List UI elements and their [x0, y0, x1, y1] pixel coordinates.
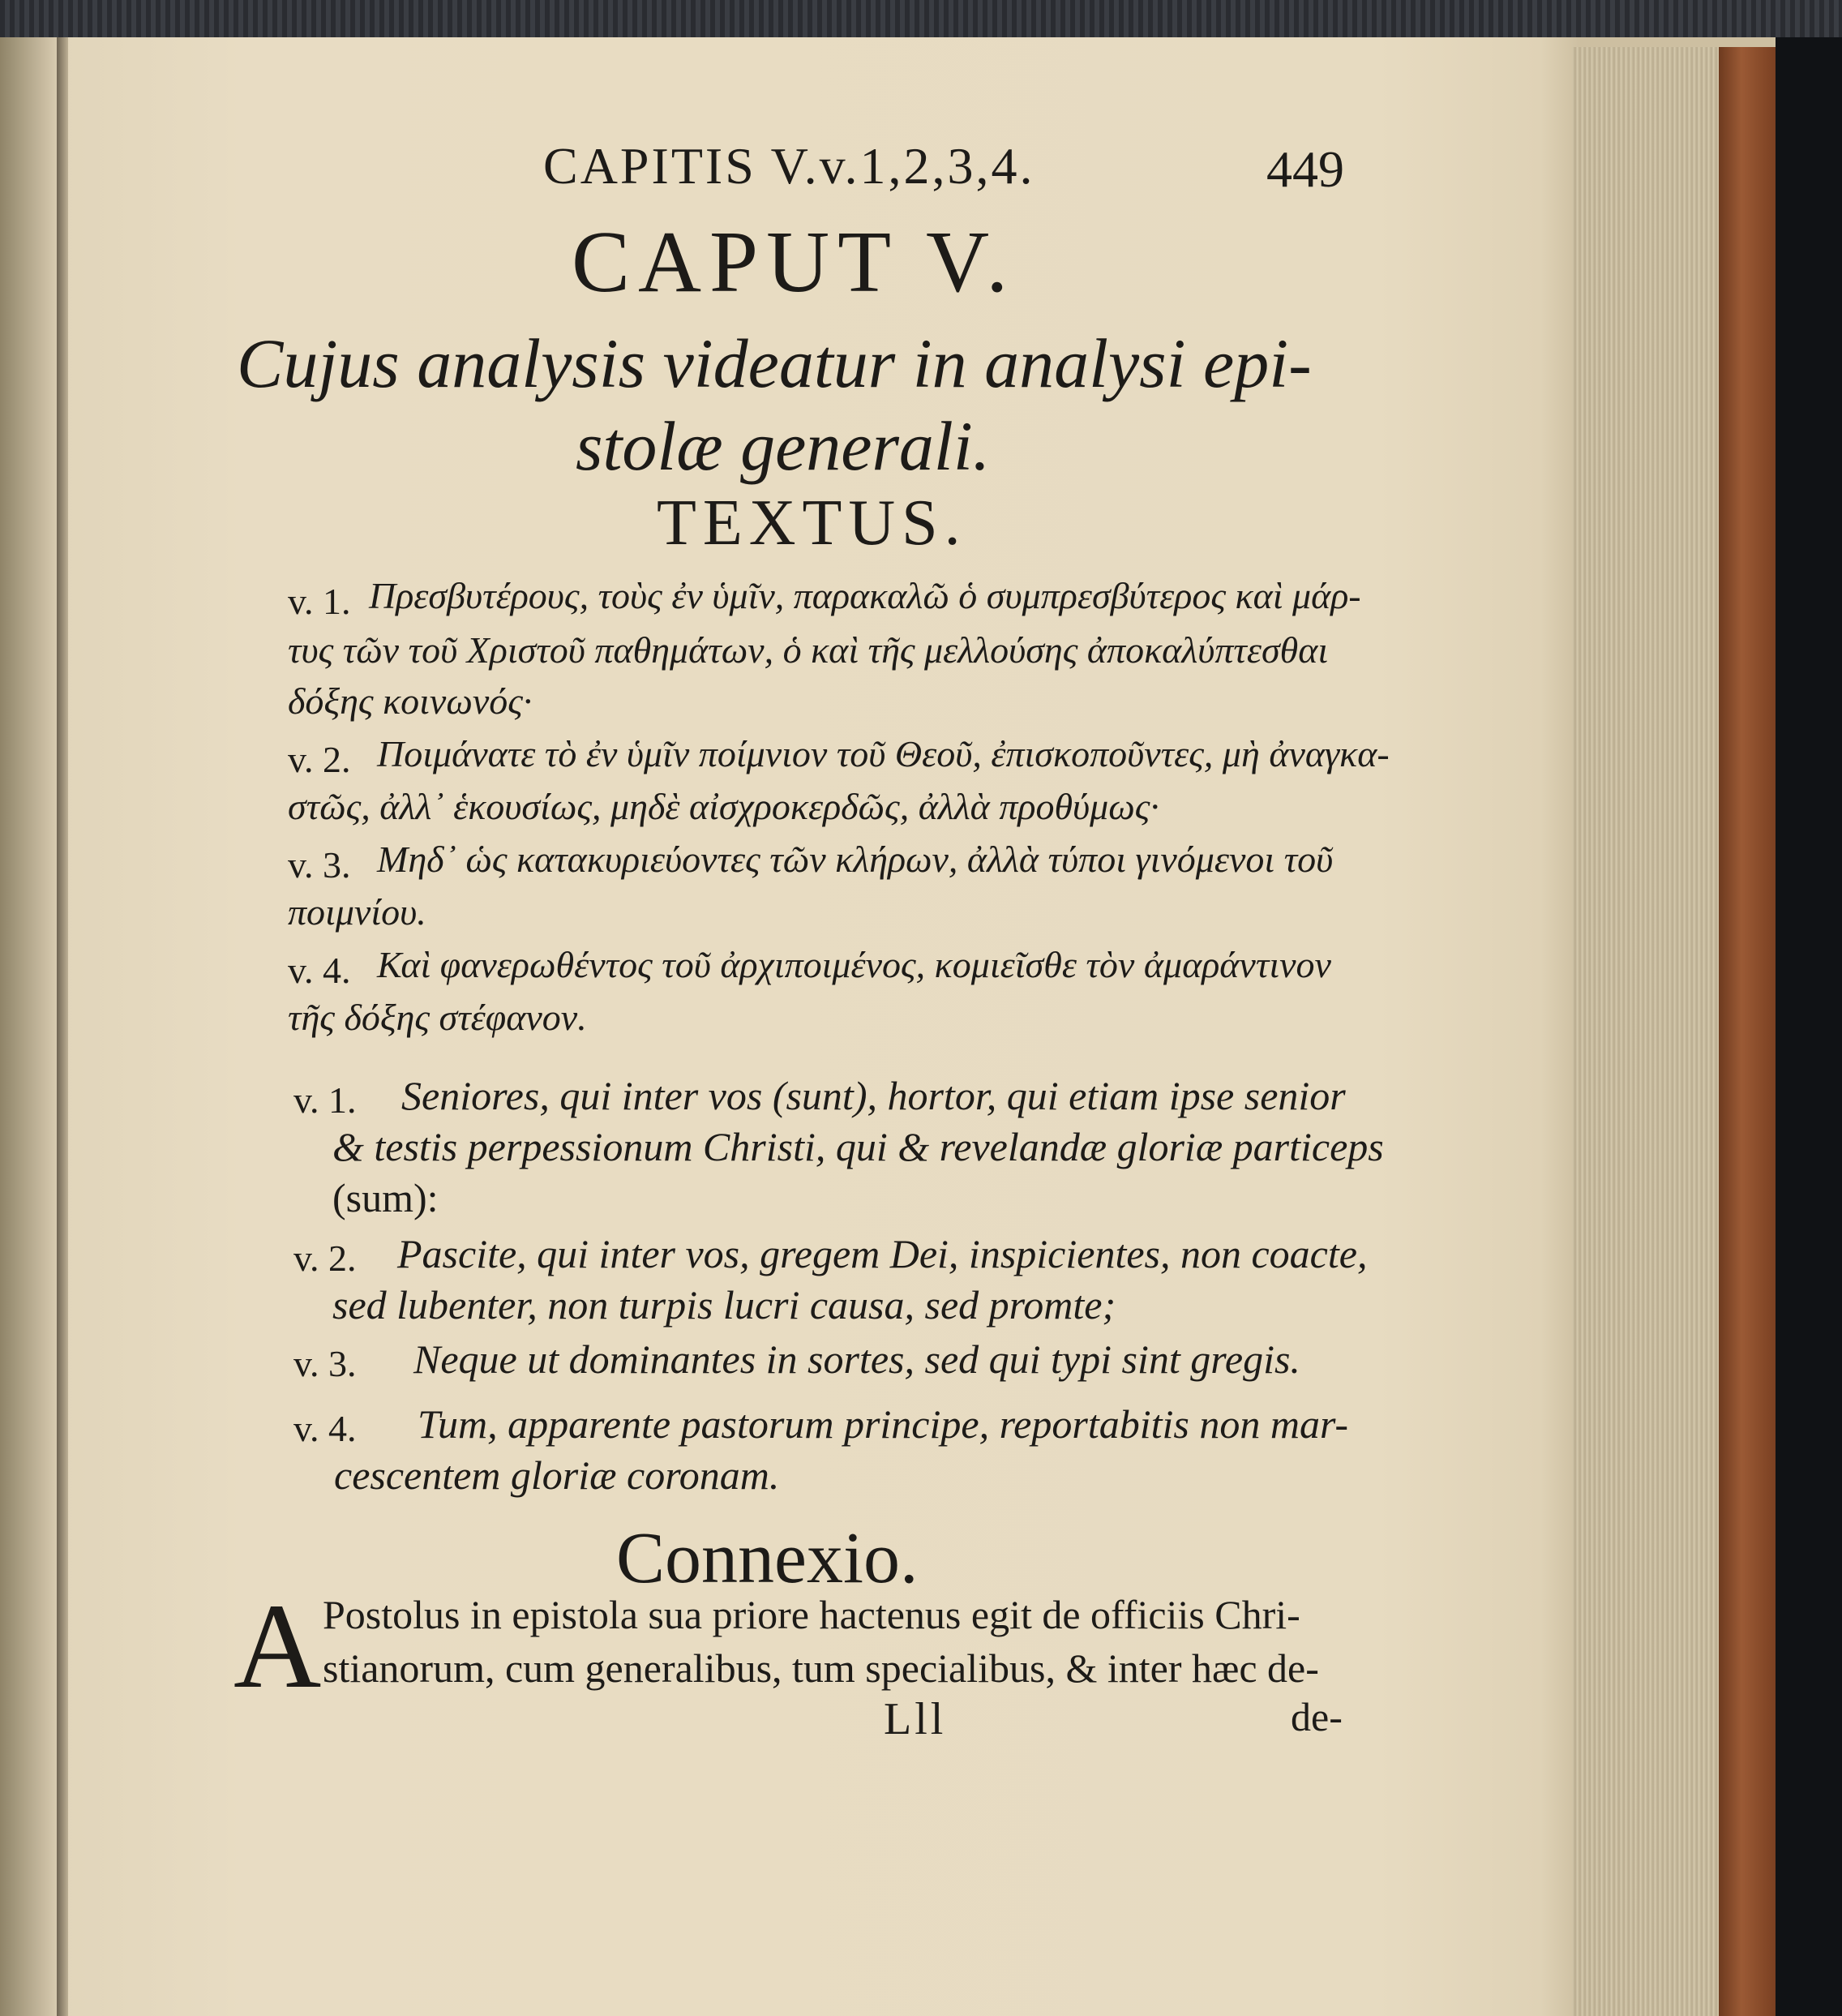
latin-verse-2-number: v. 2.: [293, 1237, 357, 1279]
signature-mark: Lll: [884, 1694, 947, 1744]
latin-verse-2-line2: sed lubenter, non turpis lucri causa, sed promte;: [332, 1282, 1116, 1328]
latin-verse-1-line1: Seniores, qui inter vos (sunt), hortor, qui etiam ipse senior: [401, 1073, 1346, 1118]
latin-verse-4-line2: cescentem gloriæ coronam.: [334, 1452, 780, 1498]
greek-verse-2-number: v. 2.: [288, 739, 351, 780]
drop-cap: A: [233, 1579, 322, 1714]
latin-verse-2-line1: Pascite, qui inter vos, gregem Dei, inspicientes, non coacte,: [397, 1231, 1368, 1276]
chapter-subtitle-line2: stolæ generali.: [576, 407, 991, 485]
latin-verse-3-line1: Neque ut dominantes in sortes, sed qui typi sint gregis.: [413, 1336, 1300, 1382]
latin-verse-1-line2: & testis perpessionum Christi, qui & revelandæ gloriæ particeps: [332, 1124, 1384, 1169]
greek-verse-1-line3: δόξης κοινωνός·: [288, 680, 533, 722]
chapter-subtitle-line1: Cujus analysis videatur in analysi epi-: [237, 324, 1312, 402]
textus-heading: TEXTUS.: [657, 487, 967, 559]
greek-verse-3-line1: Μηδ᾽ ὡς κατακυριεύοντες τῶν κλήρων, ἀλλὰ τύποι γινόμενοι τοῦ: [377, 839, 1334, 880]
book-gutter: [57, 37, 68, 2016]
greek-verse-1-line1: Πρεσβυτέρους, τοὺς ἐν ὑμῖν, παρακαλῶ ὁ συμπρεσβύτερος καὶ μάρ-: [369, 575, 1361, 616]
chapter-title: CAPUT V.: [572, 214, 1017, 311]
greek-verse-1-number: v. 1.: [288, 581, 351, 622]
greek-verse-4-number: v. 4.: [288, 950, 351, 991]
leather-cover: [1719, 47, 1776, 2016]
greek-verse-3-line2: ποιμνίου.: [288, 891, 426, 933]
latin-verse-3-number: v. 3.: [293, 1343, 357, 1384]
catchword: de-: [1291, 1694, 1343, 1739]
left-page-edge: [0, 37, 57, 2016]
greek-verse-4-line2: τῆς δόξης στέφανον.: [288, 997, 587, 1038]
connexio-line1: Postolus in epistola sua priore hactenus egit de officiis Chri-: [323, 1592, 1300, 1637]
greek-verse-3-number: v. 3.: [288, 844, 351, 886]
greek-verse-1-line2: τυς τῶν τοῦ Χριστοῦ παθημάτων, ὁ καὶ τῆς μελλούσης ἀποκαλύπτεσθαι: [288, 629, 1329, 671]
greek-verse-2-line1: Ποιμάνατε τὸ ἐν ὑμῖν ποίμνιον τοῦ Θεοῦ, ἐπισκοποῦντες, μὴ ἀναγκα-: [377, 733, 1390, 774]
running-head: CAPITIS V.v.1,2,3,4.: [543, 137, 1035, 195]
greek-verse-2-line2: στῶς, ἀλλ᾽ ἑκουσίως, μηδὲ αἰσχροκερδῶς, ἀλλὰ προθύμως·: [288, 786, 1159, 827]
latin-verse-1-line3: (sum):: [332, 1175, 439, 1220]
scan-ruler: [0, 0, 1842, 37]
greek-verse-4-line1: Καὶ φανερωθέντος τοῦ ἀρχιποιμένος, κομιεῖσθε τὸν ἀμαράντινον: [377, 944, 1331, 985]
latin-verse-4-line1: Tum, apparente pastorum principe, reportabitis non mar-: [418, 1401, 1349, 1447]
page-edges: [1573, 47, 1719, 2016]
page-number: 449: [1266, 140, 1344, 198]
connexio-line2: stianorum, cum generalibus, tum specialibus, & inter hæc de-: [323, 1645, 1319, 1691]
latin-verse-1-number: v. 1.: [293, 1079, 357, 1121]
latin-verse-4-number: v. 4.: [293, 1408, 357, 1449]
connexio-heading: Connexio.: [616, 1518, 919, 1598]
